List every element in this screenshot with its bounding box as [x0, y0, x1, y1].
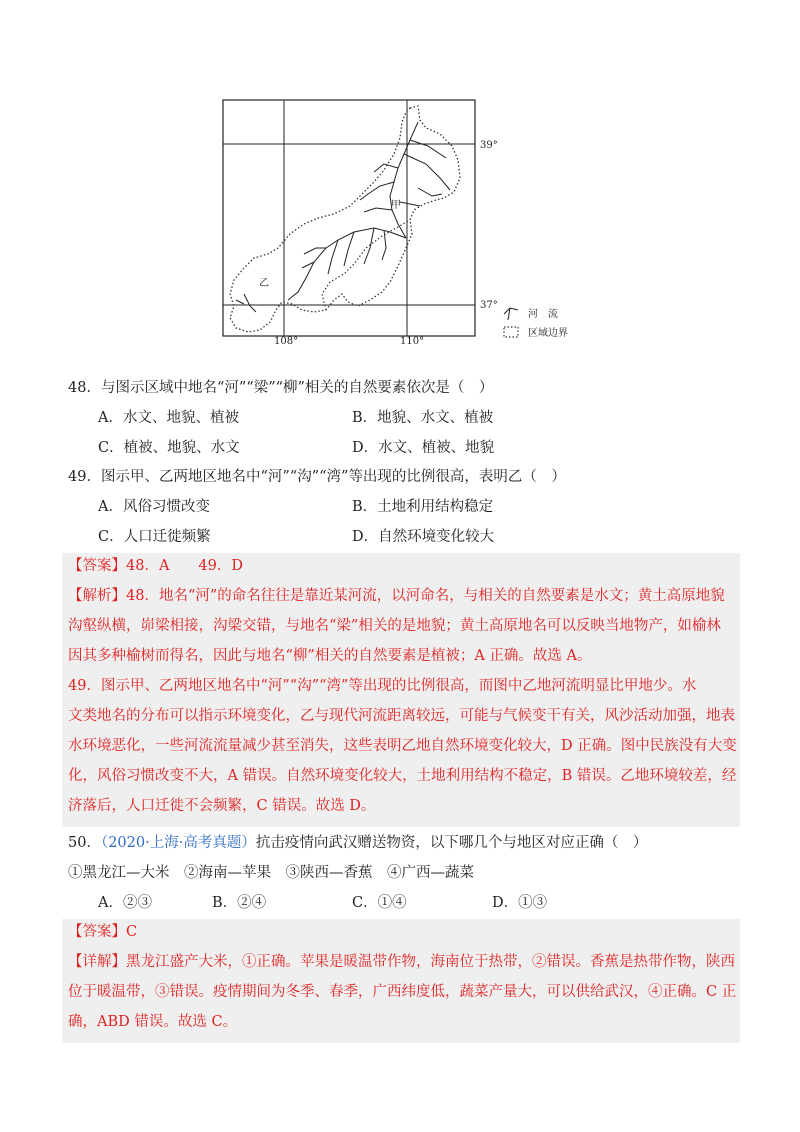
q48-option-a: A．水文、地貌、植被 [98, 410, 239, 426]
loess-plateau-map [214, 98, 614, 348]
analysis-line: 水环境恶化，一些河流流量减少甚至消失，这些表明乙地自然环境变化较大，D 正确。图中民族没有大变 [68, 738, 737, 754]
explanation-line: 位于暖温带，③错误。疫情期间为冬季、春季，广西纬度低，蔬菜产量大，可以供给武汉，④正确。C 正 [68, 984, 737, 1000]
map-frame [223, 100, 475, 336]
label-jia: 甲 [391, 200, 401, 211]
q49-option-d: D．自然环境变化较大 [352, 529, 495, 545]
q48-option-c: C．植被、地貌、水文 [98, 440, 240, 456]
answer-50-key: 【答案】C [68, 924, 138, 940]
lon-108-label: 108° [274, 336, 299, 347]
q50-source-link[interactable]: （2020·上海·高考真题） [100, 835, 256, 851]
analysis-line: 文类地名的分布可以指示环境变化，乙与现代河流距离较远，可能与气候变干有关，风沙活动加强，地表 [68, 708, 735, 724]
q50-stem-line [68, 833, 647, 853]
answer-block-50 [62, 919, 740, 1043]
q49-option-a: A．风俗习惯改变 [98, 499, 210, 515]
analysis-line: 【解析】48．地名“河”的命名往往是靠近某河流，以河命名，与相关的自然要素是水文；黄土高原地貌 [68, 588, 725, 604]
q50-option-b: B．②④ [212, 895, 267, 911]
q50-option-a: A．②③ [98, 895, 152, 911]
q50-number: 50． [68, 835, 101, 851]
legend-boundary-label: 区域边界 [528, 328, 568, 339]
q49-option-c: C．人口迁徙频繁 [98, 529, 211, 545]
analysis-line: 济落后，人口迁徙不会频繁，C 错误。故选 D。 [68, 798, 376, 814]
q50-option-d: D．①③ [492, 895, 548, 911]
legend-river-label: 河 流 [528, 309, 558, 320]
map-svg [214, 98, 614, 348]
q50-option-c: C．①④ [352, 895, 407, 911]
q49-option-b: B．土地利用结构稳定 [352, 499, 494, 515]
lat-39-label: 39° [480, 140, 498, 151]
lon-110-label: 110° [400, 336, 425, 347]
explanation-line: 确，ABD 错误。故选 C。 [68, 1014, 238, 1030]
q48-option-d: D．水文、植被、地貌 [352, 440, 495, 456]
label-yi: 乙 [259, 278, 269, 289]
q50-items: ①黑龙江—大米 ②海南—苹果 ③陕西—香蕉 ④广西—蔬菜 [68, 865, 474, 881]
region-boundary [230, 106, 460, 332]
inner-boundary [322, 220, 410, 310]
answer-48-49-key: 【答案】48．A 49．D [68, 558, 243, 574]
analysis-line: 化，风俗习惯改变不大，A 错误。自然环境变化较大，土地利用结构不稳定，B 错误。乙地环境较差，经 [68, 768, 737, 784]
q48-stem: 48．与图示区域中地名“河”“梁”“柳”相关的自然要素依次是（ ） [68, 380, 494, 396]
q48-option-b: B．地貌、水文、植被 [352, 410, 494, 426]
q49-stem: 49．图示甲、乙两地区地名中“河”“沟”“湾”等出现的比例很高，表明乙（ ） [68, 469, 566, 485]
legend-boundary-icon [504, 327, 518, 337]
analysis-line: 沟壑纵横，峁梁相接，沟梁交错，与地名“梁”相关的是地貌；黄土高原地名可以反映当地物产，如榆林 [68, 618, 721, 634]
q50-stem: 抗击疫情向武汉赠送物资，以下哪几个与地区对应正确（ ） [255, 835, 648, 851]
explanation-line: 【详解】黑龙江盛产大米，①正确。苹果是暖温带作物，海南位于热带，②错误。香蕉是热带作物，陕西 [68, 954, 735, 970]
lat-37-label: 37° [480, 300, 498, 311]
legend-river-icon [504, 308, 518, 320]
analysis-line: 49．图示甲、乙两地区地名中“河”“沟”“湾”等出现的比例很高，而图中乙地河流明显比甲地少。水 [68, 678, 697, 694]
answer-block-48-49 [62, 553, 740, 827]
analysis-line: 因其多种榆树而得名，因此与地名“柳”相关的自然要素是植被；A 正确。故选 A。 [68, 648, 592, 664]
